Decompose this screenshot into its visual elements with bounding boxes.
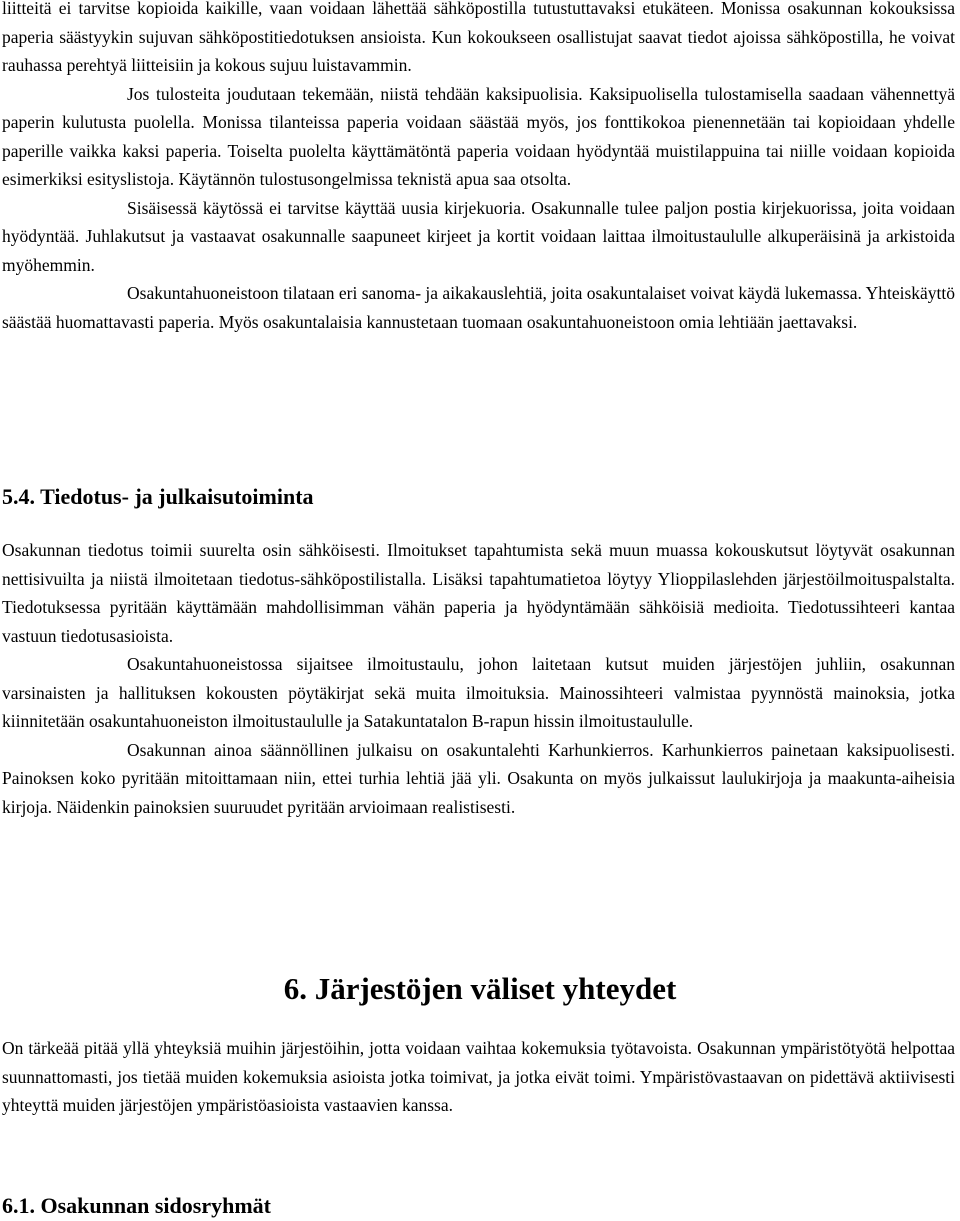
paragraph: Osakuntahuoneistossa sijaitsee ilmoitustaulu, johon laitetaan kutsut muiden järjestöjen juhliin, osakunnan varsinaisten ja hallituksen kokousten pöytäkirjat sekä muita ilmoituksia. Mainossihteeri valmistaa pyynnöstä mainoksia, jotka kiinnitetään osakuntahuoneiston ilmoitustaululle ja Satakuntatalon B-rapun hissin ilmoitustaululle. bbox=[2, 654, 955, 731]
paragraph: On tärkeää pitää yllä yhteyksiä muihin järjestöihin, jotta voidaan vaihtaa kokemuksia työtavoista. Osakunnan ympäristötyötä helpottaa suunnattomasti, jos tietää muiden kokemuksia asioista jotka toimivat, ja jotka eivät toimi. Ympäristövastaavan on pidettävä aktiivisesti yhteyttä muiden järjestöjen ympäristöasioista vastaavien kanssa. bbox=[2, 1038, 955, 1115]
chapter-6-text-block bbox=[2, 1034, 955, 1120]
chapter-heading-6: 6. Järjestöjen väliset yhteydet bbox=[283, 971, 677, 1006]
section-heading-5-4: 5.4. Tiedotus- ja julkaisutoiminta bbox=[2, 484, 314, 509]
paragraph: Osakunnan tiedotus toimii suurelta osin sähköisesti. Ilmoitukset tapahtumista sekä muun muassa kokouskutsut löytyvät osakunnan nettisivuilta ja niistä ilmoitetaan tiedotus-sähköpostilistalla. Lisäksi tapahtumatietoa löytyy Ylioppilaslehden järjestöilmoituspalstalta. Tiedotuksessa pyritään käyttämään mahdollisimman vähän paperia ja hyödyntämään sähköisiä medioita. Tiedotussihteeri kantaa vastuun tiedotusasioista. bbox=[2, 540, 955, 646]
paragraph: Sisäisessä käytössä ei tarvitse käyttää uusia kirjekuoria. Osakunnalle tulee paljon postia kirjekuorissa, joita voidaan hyödyntää. Juhlakutsut ja vastaavat osakunnalle saapuneet kirjeet ja kortit voidaan laittaa ilmoitustaululle alkuperäisinä ja arkistoida myöhemmin. bbox=[2, 197, 955, 275]
paragraph: Osakunnan ainoa säännöllinen julkaisu on osakuntalehti Karhunkierros. Karhunkierros painetaan kaksipuolisesti. Painoksen koko pyritään mitoittamaan niin, ettei turhia lehtiä jää yli. Osakunta on myös julkaissut laulukirjoja ja maakunta-aiheisia kirjoja. Näidenkin painoksien suuruudet pyritään arvioimaan realistisesti. bbox=[2, 739, 955, 817]
paragraph: Osakuntahuoneistoon tilataan eri sanoma- ja aikakauslehtiä, joita osakuntalaiset voivat käydä lukemassa. Yhteiskäyttö säästää huomattavasti paperia. Myös osakuntalaisia kannustetaan tuomaan osakuntahuoneistoon omia lehtiään jaettavaksi. bbox=[2, 283, 955, 332]
intro-text-block bbox=[2, 0, 955, 336]
section-5-4-text-block bbox=[2, 536, 955, 821]
paragraph: liitteitä ei tarvitse kopioida kaikille, vaan voidaan lähettää sähköpostilla tutustuttavaksi etukäteen. Monissa osakunnan kokouksissa paperia säästyykin sujuvan sähköpostitiedotuksen ansioista. Kun kokoukseen osallistujat saavat tiedot ajoissa sähköpostilla, he voivat rauhassa perehtyä liitteisiin ja kokous sujuu luistavammin. bbox=[2, 0, 955, 75]
paragraph: Jos tulosteita joudutaan tekemään, niistä tehdään kaksipuolisia. Kaksipuolisella tulostamisella saadaan vähennettyä paperin kulutusta puolella. Monissa tilanteissa paperia voidaan säästää myös, jos fonttikokoa pienennetään tai kopioidaan yhdelle paperille vaikka kaksi paperia. Toiselta puolelta käyttämätöntä paperia voidaan hyödyntää muistilappuina tai niille voidaan kopioida esimerkiksi esityslistoja. Käytännön tulostusongelmissa teknistä apua saa otsolta. bbox=[2, 83, 955, 189]
section-heading-6-1: 6.1. Osakunnan sidosryhmät bbox=[2, 1193, 271, 1218]
